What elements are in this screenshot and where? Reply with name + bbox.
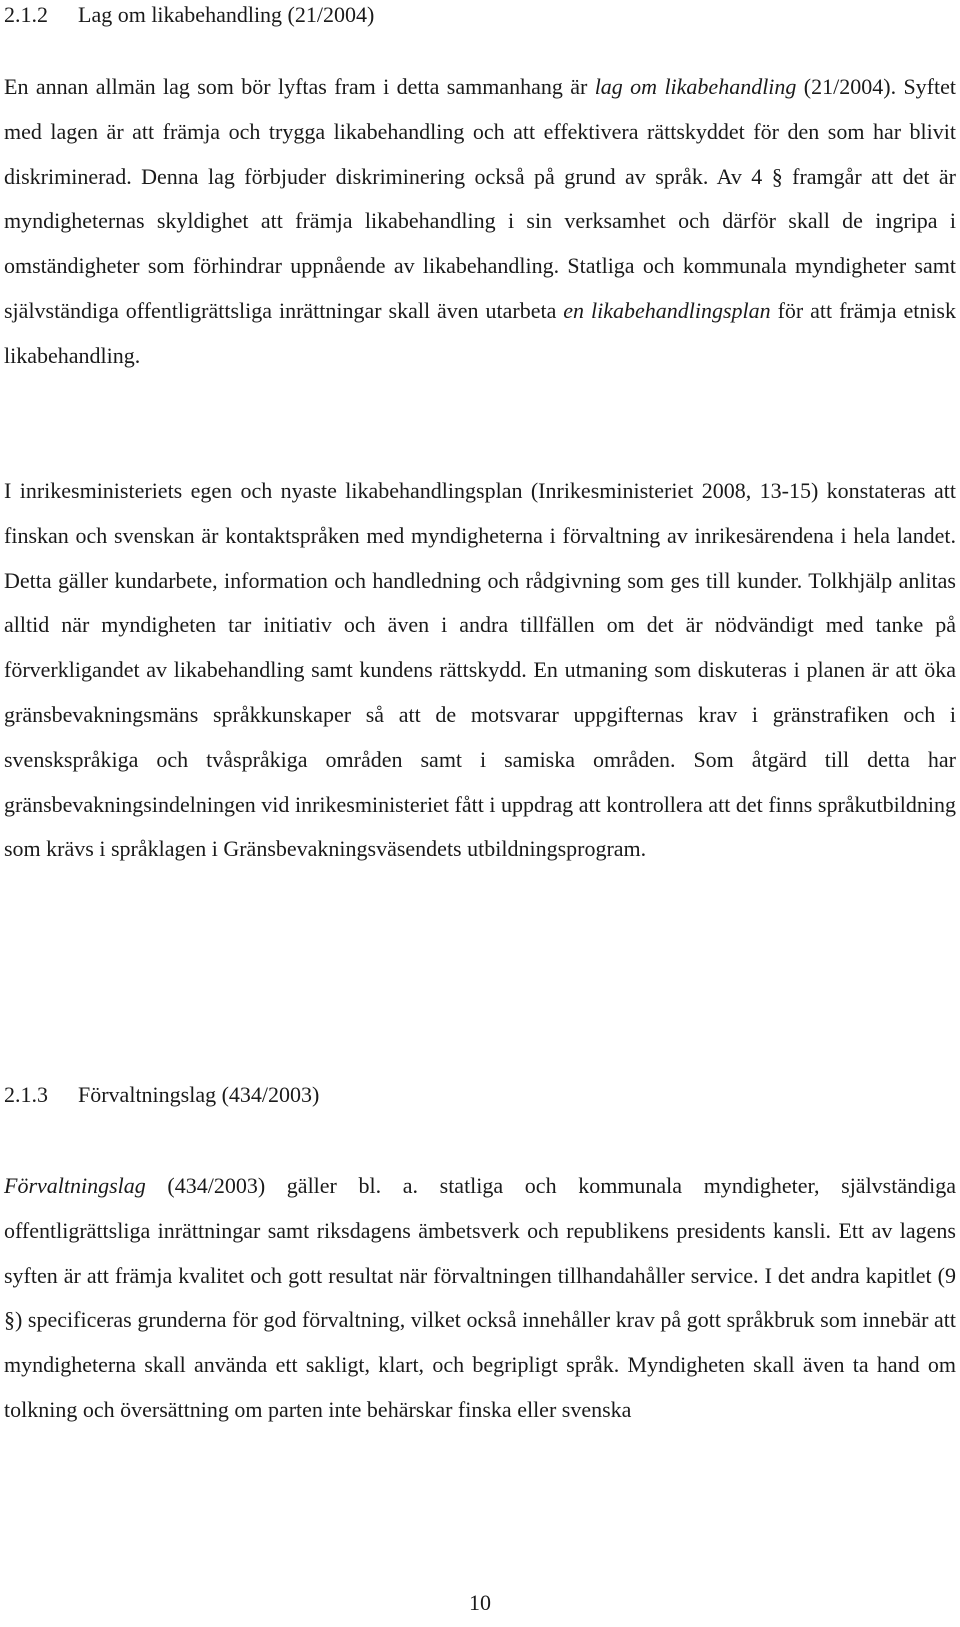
section-number: 2.1.2 [4,2,48,27]
text-run: I inrikesministeriets egen och nyaste likabehandlingsplan (Inrikesministeriet 2008, 13-15) konstateras att finskan och svenskan är kontaktspråken med myndigheterna i förvaltning av inrikesärendena i hela landet. Detta gäller kundarbete, information och handledning och rådgivning som ges till kunder. Tolkhjälp anlitas alltid när myndigheten tar initiativ och även i andra tillfällen om det är nödvändigt med tanke på förverkligandet av likabehandling samt kundens rättskydd. En utmaning som diskuteras i planen är att öka gränsbevakningsmäns språkkunskaper så att de motsvarar uppgifternas krav i gränstrafiken och i svenskspråkiga och tvåspråkiga områden samt i samiska områden. Som åtgärd till detta har gränsbevakningsindelningen vid inrikesministeriet fått i uppdrag att kontrollera att det finns språkutbildning som krävs i språklagen i Gränsbevakningsväsendets utbildningsprogram. [4,478,956,862]
page-number: 10 [469,1590,491,1615]
text-run: En annan allmän lag som bör lyftas fram i detta sammanhang är [4,74,595,99]
paragraph-likabehandling [4,65,956,379]
italic-plan-name: en likabehandlingsplan [563,297,771,323]
text-run: (434/2003) gäller bl. a. statliga och kommunala myndigheter, självständiga offentligrättsliga inrättningar samt riksdagens ämbetsverk och republikens presidents kansli. Ett av lagens syften är att främja kvalitet och gott resultat när förvaltningen tillhandahåller service. I det andra kapitlet (9 §) specificeras grunderna för god förvaltning, vilket också innehåller krav på gott språkbruk som innebär att myndigheterna skall använda ett sakligt, klart, och begripligt språk. Myndigheten skall även ta hand om tolkning och översättning om parten inte behärskar finska eller svenska [4,1173,956,1422]
italic-law-name: Förvaltningslag [4,1173,146,1198]
text-run: (21/2004). Syftet med lagen är att främja och trygga likabehandling och att effektivera rättskyddet för den som har blivit diskriminerad. Denna lag förbjuder diskriminering också på grund av språk. Av 4 § framgår att det är myndigheternas skyldighet att främja likabehandling i sin verksamhet och därför skall de ingripa i omständigheter som förhindrar uppnående av likabehandling. Statliga och kommunala myndigheter samt självständiga offentligrättsliga inrättningar skall även utarbeta [4,74,956,323]
text-run: för att främja etnisk likabehandling. [4,297,956,368]
section-title: Lag om likabehandling (21/2004) [78,2,375,27]
section-number: 2.1.3 [4,1082,48,1107]
italic-law-name: lag om likabehandling [594,74,797,99]
section-title: Förvaltningslag (434/2003) [78,1082,320,1107]
paragraph-inrikesministeriet [4,469,956,872]
section-heading-2-1-2 [4,2,374,28]
section-heading-2-1-3 [4,1082,319,1108]
paragraph-forvaltningslag [4,1164,956,1433]
